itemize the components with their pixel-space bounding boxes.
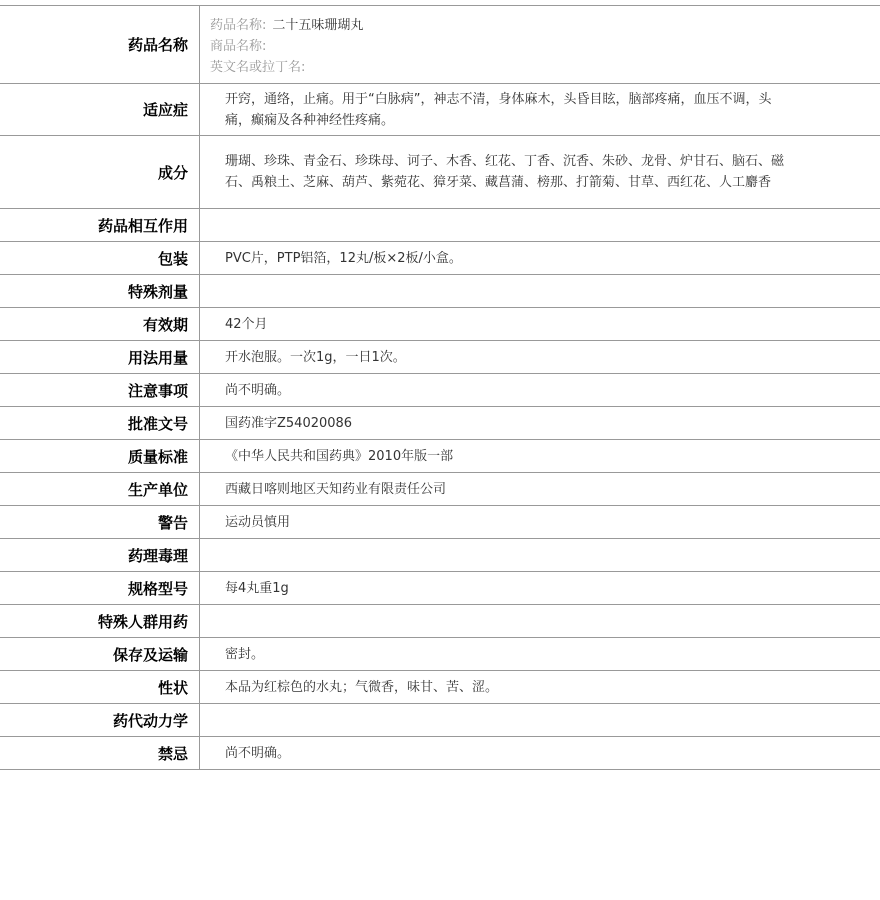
row-value <box>200 308 880 340</box>
row-pharmacokinetics <box>0 704 880 737</box>
row-indications <box>0 84 880 136</box>
row-contraindications <box>0 737 880 770</box>
row-value <box>200 440 880 472</box>
dosage-text: 开水泡服。一次1g，一日1次。 <box>225 349 406 365</box>
row-value <box>200 374 880 406</box>
row-label: 特殊剂量 <box>0 275 200 307</box>
contraindications-text: 尚不明确。 <box>225 745 291 761</box>
row-label: 注意事项 <box>0 374 200 406</box>
row-label: 保存及运输 <box>0 638 200 670</box>
row-interactions <box>0 209 880 242</box>
row-value <box>200 209 880 241</box>
row-label: 用法用量 <box>0 341 200 373</box>
drug-name-value: 二十五味珊瑚丸 <box>272 18 364 33</box>
row-value <box>200 242 880 274</box>
drug-name-key: 药品名称: <box>210 18 267 33</box>
row-label: 批准文号 <box>0 407 200 439</box>
row-label: 药品相互作用 <box>0 209 200 241</box>
row-label: 特殊人群用药 <box>0 605 200 637</box>
warning-text: 运动员慎用 <box>225 514 291 530</box>
approval-number-text: 国药准字Z54020086 <box>225 415 353 431</box>
specification-text: 每4丸重1g <box>225 580 289 596</box>
row-label: 药代动力学 <box>0 704 200 736</box>
row-storage <box>0 638 880 671</box>
row-label: 包装 <box>0 242 200 274</box>
manufacturer-text: 西藏日喀则地区天知药业有限责任公司 <box>225 481 447 497</box>
row-label: 成分 <box>0 136 200 208</box>
row-precautions <box>0 374 880 407</box>
trade-name-key: 商品名称: <box>210 39 267 54</box>
row-shelf-life <box>0 308 880 341</box>
row-value <box>200 572 880 604</box>
row-label: 性状 <box>0 671 200 703</box>
drug-info-table <box>0 5 880 770</box>
row-packaging <box>0 242 880 275</box>
row-label: 禁忌 <box>0 737 200 769</box>
row-manufacturer <box>0 473 880 506</box>
row-dosage <box>0 341 880 374</box>
row-label: 药理毒理 <box>0 539 200 571</box>
row-special-dosage <box>0 275 880 308</box>
drug-name-line <box>210 15 363 36</box>
row-value <box>200 473 880 505</box>
names-cell <box>200 6 880 83</box>
row-label: 质量标准 <box>0 440 200 472</box>
row-label: 警告 <box>0 506 200 538</box>
row-label: 药品名称 <box>0 6 200 83</box>
row-label: 规格型号 <box>0 572 200 604</box>
row-value <box>200 341 880 373</box>
english-name-line <box>210 57 311 78</box>
ingredients-text: 珊瑚、珍珠、青金石、珍珠母、诃子、木香、红花、丁香、沉香、朱砂、龙骨、炉甘石、脑石、磁石、禹粮土、芝麻、葫芦、紫菀花、獐牙菜、藏菖蒲、榜那、打箭菊、甘草、西红花、人工麝香 <box>225 154 785 190</box>
row-label: 适应症 <box>0 84 200 135</box>
row-specification <box>0 572 880 605</box>
row-value <box>200 704 880 736</box>
row-warning <box>0 506 880 539</box>
english-name-key: 英文名或拉丁名: <box>210 60 306 75</box>
row-description <box>0 671 880 704</box>
row-value <box>200 84 880 135</box>
row-approval-number <box>0 407 880 440</box>
row-special-populations <box>0 605 880 638</box>
row-value <box>200 737 880 769</box>
storage-text: 密封。 <box>225 646 265 662</box>
row-value <box>200 638 880 670</box>
quality-standard-text: 《中华人民共和国药典》2010年版一部 <box>225 448 454 464</box>
packaging-text: PVC片，PTP铝箔，12丸/板×2板/小盒。 <box>225 250 462 266</box>
row-drug-name <box>0 6 880 84</box>
row-value <box>200 605 880 637</box>
shelf-life-text: 42个月 <box>225 316 268 332</box>
row-value <box>200 407 880 439</box>
row-value <box>200 539 880 571</box>
row-value <box>200 506 880 538</box>
row-label: 有效期 <box>0 308 200 340</box>
row-value <box>200 671 880 703</box>
trade-name-line <box>210 36 272 57</box>
indications-text: 开窍，通络，止痛。用于“白脉病”，神志不清，身体麻木，头昏目眩，脑部疼痛，血压不调，头痛，癫痫及各种神经性疼痛。 <box>225 91 772 128</box>
row-label: 生产单位 <box>0 473 200 505</box>
row-quality-standard <box>0 440 880 473</box>
row-value <box>200 136 880 208</box>
row-pharmacology <box>0 539 880 572</box>
precautions-text: 尚不明确。 <box>225 382 291 398</box>
row-value <box>200 275 880 307</box>
description-text: 本品为红棕色的水丸；气微香，味甘、苦、涩。 <box>225 679 499 695</box>
row-ingredients <box>0 136 880 209</box>
